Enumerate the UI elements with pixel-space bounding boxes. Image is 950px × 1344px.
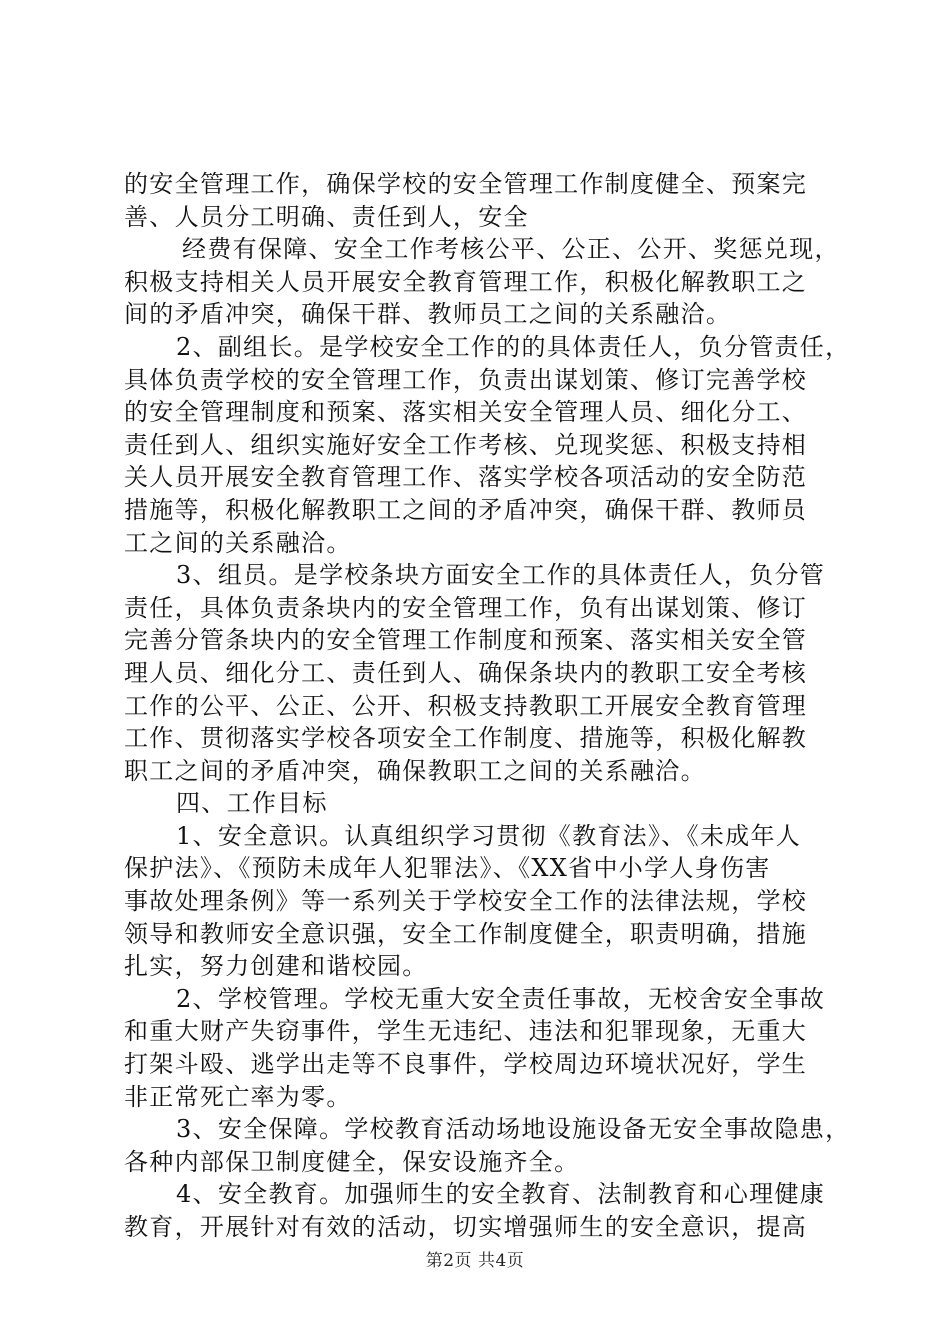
text-line: 理人员、细化分工、责任到人、确保条块内的教职工安全考核 xyxy=(124,658,808,687)
text-line: 1、安全意识。认真组织学习贯彻《教育法》、《未成年人 xyxy=(176,821,802,850)
text-line: 工之间的关系融洽。 xyxy=(124,528,352,557)
text-line: 4、安全教育。加强师生的安全教育、法制教育和心理健康 xyxy=(176,1180,826,1209)
text-line: 工作、贯彻落实学校各项安全工作制度、措施等，积极化解教 xyxy=(124,724,808,753)
text-line: 保护法》、《预防未成年人犯罪法》、《XX省中小学人身伤害 xyxy=(124,854,771,883)
text-line: 的安全管理制度和预案、落实相关安全管理人员、细化分工、 xyxy=(124,398,808,427)
text-line: 责任到人、组织实施好安全工作考核、兑现奖惩、积极支持相 xyxy=(124,430,808,459)
text-line: 3、安全保障。学校教育活动场地设施设备无安全事故隐患， xyxy=(176,1115,851,1144)
text-line: 完善分管条块内的安全管理工作制度和预案、落实相关安全管 xyxy=(124,626,808,655)
text-line: 积极支持相关人员开展安全教育管理工作，积极化解教职工之 xyxy=(124,267,808,296)
text-line: 2、副组长。是学校安全工作的的具体责任人，负分管责任， xyxy=(176,332,851,361)
text-line: 工作的公平、公正、公开、积极支持教职工开展安全教育管理 xyxy=(124,691,808,720)
body-text xyxy=(124,168,851,1244)
text-line: 的安全管理工作，确保学校的安全管理工作制度健全、预案完 xyxy=(124,170,808,198)
text-line: 措施等，积极化解教职工之间的矛盾冲突，确保干群、教师员 xyxy=(124,495,808,524)
text-line: 事故处理条例》等一系列关于学校安全工作的法律法规，学校 xyxy=(124,887,808,916)
page-number-footer: 第2页 共4页 xyxy=(425,1251,525,1271)
text-line: 关人员开展安全教育管理工作、落实学校各项活动的安全防范 xyxy=(124,463,808,492)
section-heading: 四、工作目标 xyxy=(176,789,328,818)
text-line: 经费有保障、安全工作考核公平、公正、公开、奖惩兑现， xyxy=(182,235,840,264)
text-line: 非正常死亡率为零。 xyxy=(124,1082,352,1111)
text-line: 领导和教师安全意识强，安全工作制度健全，职责明确，措施 xyxy=(124,919,808,948)
text-line: 具体负责学校的安全管理工作，负责出谋划策、修订完善学校 xyxy=(124,365,808,394)
text-line: 各种内部保卫制度健全，保安设施齐全。 xyxy=(124,1147,580,1176)
text-line: 打架斗殴、逃学出走等不良事件，学校周边环境状况好，学生 xyxy=(124,1050,808,1079)
text-line: 2、学校管理。学校无重大安全责任事故，无校舍安全事故 xyxy=(176,984,826,1013)
text-line: 善、人员分工明确、责任到人，安全 xyxy=(124,202,529,231)
text-line: 扎实，努力创建和谐校园。 xyxy=(124,952,428,981)
text-line: 责任，具体负责条块内的安全管理工作，负有出谋划策、修订 xyxy=(124,593,808,622)
text-line: 职工之间的矛盾冲突，确保教职工之间的关系融洽。 xyxy=(124,756,706,785)
text-line: 间的矛盾冲突，确保干群、教师员工之间的关系融洽。 xyxy=(124,300,732,329)
text-line: 3、组员。是学校条块方面安全工作的具体责任人，负分管 xyxy=(176,561,826,590)
text-line: 和重大财产失窃事件，学生无违纪、违法和犯罪现象，无重大 xyxy=(124,1017,808,1046)
text-line: 教育，开展针对有效的活动，切实增强师生的安全意识，提高 xyxy=(124,1213,808,1241)
